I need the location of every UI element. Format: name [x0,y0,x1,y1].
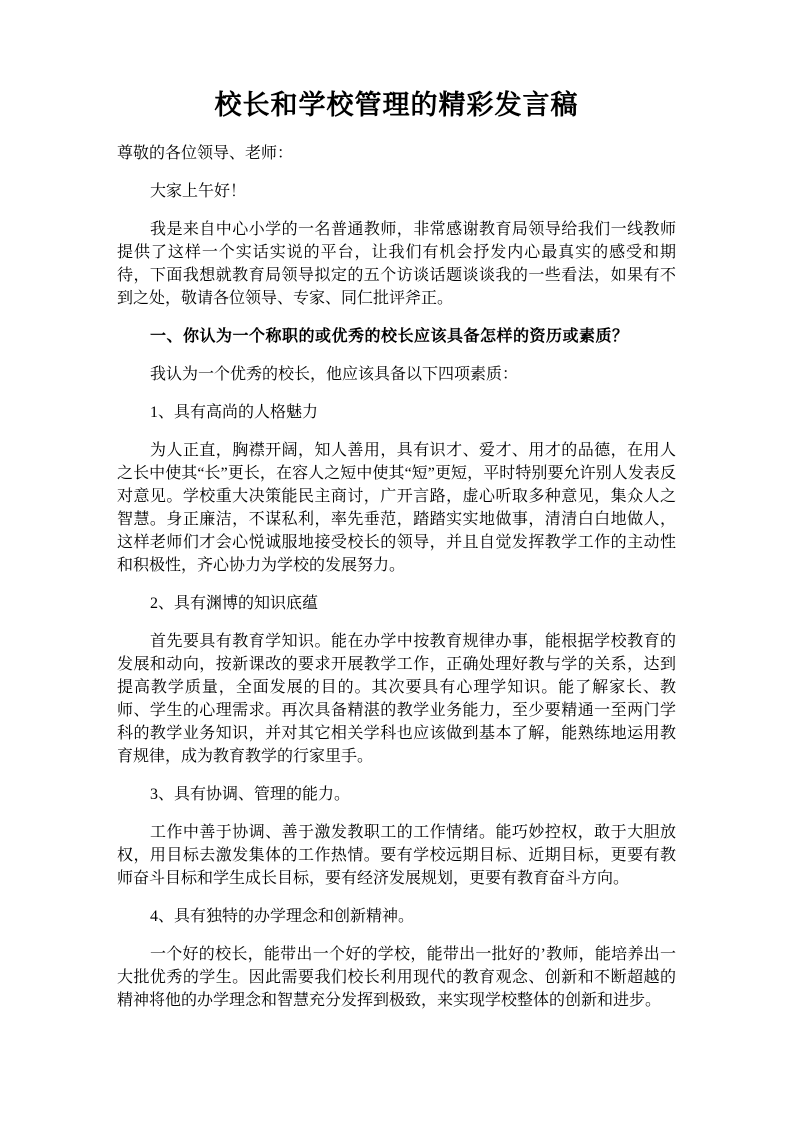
section-lead-paragraph: 我认为一个优秀的校长，他应该具备以下四项素质： [150,366,519,383]
quality-item-1-paragraph: 为人正直，胸襟开阔，知人善用，具有识才、爱才、用才的品德，在用人之长中使其“长”更长，在容人之短中使其“短”更短，平时特别要允许别人发表反对意见。学校重大决策能民主商讨，广开言路，虚心听取多种意见，集众人之智慧。身正廉洁，不谋私利，率先垂范，踏踏实实地做事，清清白白地做人，这样老师们才会心悦诚服地接受校长的领导，并且自觉发挥教学工作的主动性和积极性，齐心协力为学校的发展努力。 [117,442,676,574]
section-heading-1: 一、你认为一个称职的或优秀的校长应该具备怎样的资历或素质？ [150,328,629,345]
document-title: 校长和学校管理的精彩发言稿 [214,90,579,120]
quality-item-1-title: 1、具有高尚的人格魅力 [150,404,319,421]
greeting-line: 大家上午好！ [150,183,247,200]
quality-item-4-paragraph: 一个好的校长，能带出一个好的学校，能带出一批好的’教师，能培养出一大批优秀的学生。因此需要我们校长利用现代的教育观念、创新和不断超越的精神将他的办学理念和智慧充分发挥到极致，来实现学校整体的创新和进步。 [117,946,676,1009]
quality-item-3-paragraph: 工作中善于协调、善于激发教职工的工作情绪。能巧妙控权，敢于大胆放权，用目标去激发集体的工作热情。要有学校远期目标、近期目标，更要有教师奋斗目标和学生成长目标，要有经济发展规划，更要有教育奋斗方向。 [117,824,676,887]
quality-item-3-title: 3、具有协调、管理的能力。 [150,786,351,803]
intro-paragraph: 我是来自中心小学的一名普通教师，非常感谢教育局领导给我们一线教师提供了这样一个实话实说的平台，让我们有机会抒发内心最真实的感受和期待，下面我想就教育局领导拟定的五个访谈话题谈谈我的一些看法，如果有不到之处，敬请各位领导、专家、同仁批评斧正。 [117,221,676,307]
quality-item-2-paragraph: 首先要具有教育学知识。能在办学中按教育规律办事，能根据学校教育的发展和动向，按新课改的要求开展教学工作，正确处理好教与学的关系，达到提高教学质量，全面发展的目的。其次要具有心理学知识。能了解家长、教师、学生的心理需求。再次具备精湛的教学业务能力，至少要精通一至两门学科的教学业务知识，并对其它相关学科也应该做到基本了解，能熟练地运用教育规律，成为教育教学的行家里手。 [117,633,676,765]
quality-item-2-title: 2、具有渊博的知识底蕴 [150,595,319,612]
quality-item-4-title: 4、具有独特的办学理念和创新精神。 [150,908,415,925]
salutation-line: 尊敬的各位领导、老师： [117,145,294,162]
